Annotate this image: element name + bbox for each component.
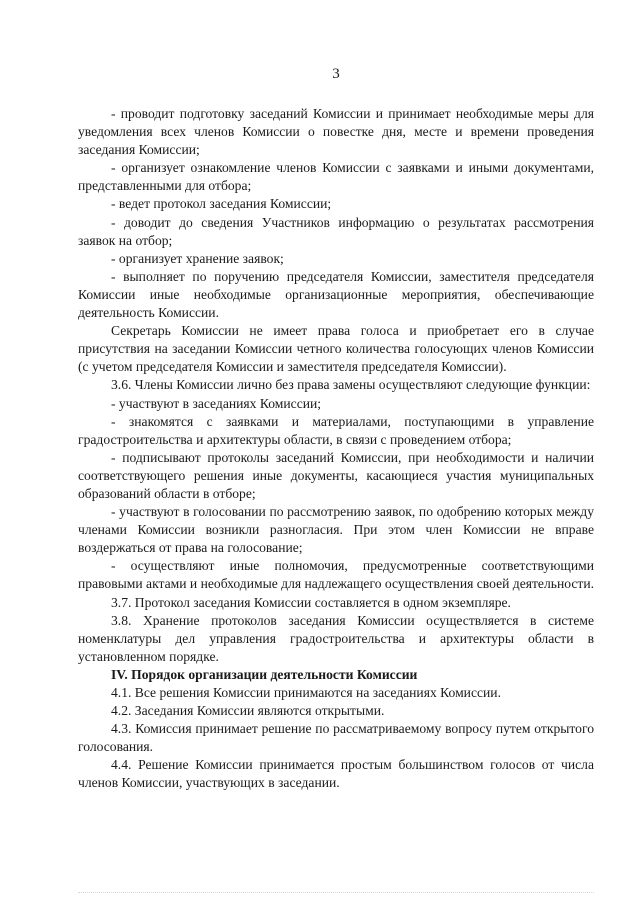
section-paragraph: 4.3. Комиссия принимает решение по рассматриваемому вопросу путем открытого голосования. [78,721,594,755]
section-paragraph: 4.1. Все решения Комиссии принимаются на заседаниях Комиссии. [111,685,501,700]
section-paragraph: 4.4. Решение Комиссии принимается простым большинством голосов от числа членов Комиссии, участвующих в заседании. [78,757,594,791]
paragraph: - организует ознакомление членов Комиссии с заявками и иными документами, представленными для отбора; [78,160,594,194]
section-heading: IV. Порядок организации деятельности Комиссии [111,666,418,682]
paragraph: - знакомятся с заявками и материалами, поступающими в управление градостроительства и архитектуры области, в связи с проведением отбора; [78,413,594,447]
page-number: 3 [332,66,340,82]
paragraph: - доводит до сведения Участников информацию о результатах рассмотрения заявок на отбор; [78,214,594,248]
paragraph: 3.8. Хранение протоколов заседания Комиссии осуществляется в системе номенклатуры дел управления градостроительства и архитектуры области в установленном порядке. [78,612,594,664]
scan-footer-artifact [78,892,594,897]
paragraph: 3.7. Протокол заседания Комиссии составляется в одном экземпляре. [111,594,511,610]
paragraph: - проводит подготовку заседаний Комиссии и принимает необходимые меры для уведомления всех членов Комиссии о повестке дня, месте и времени проведения заседания Комиссии; [78,106,594,158]
document-body [78,105,594,793]
paragraph: - выполняет по поручению председателя Комиссии, заместителя председателя Комиссии иные необходимые организационные мероприятия, обеспечивающие деятельность Комиссии. [78,268,594,321]
paragraph: - участвуют в голосовании по рассмотрению заявок, по одобрению которых между членами Комиссии возникли разногласия. При этом член Комиссии не вправе воздержаться от права на голосование; [78,504,594,556]
paragraph: - осуществляют иные полномочия, предусмотренные соответствующими правовыми актами и необходимые для надлежащего осуществления своей деятельности. [78,558,595,592]
section-paragraph: 4.2. Заседания Комиссии являются открытыми. [111,703,385,719]
paragraph: 3.6. Члены Комиссии лично без права замены осуществляют следующие функции: [111,377,591,393]
paragraph: - подписывают протоколы заседаний Комиссии, при необходимости и наличии соответствующего решения иные документы, касающиеся участия муниципальных образований области в отборе; [78,449,594,501]
paragraph: - ведет протокол заседания Комиссии; [111,196,332,212]
paragraph: - организует хранение заявок; [111,250,284,266]
paragraph: - участвуют в заседаниях Комиссии; [111,395,322,411]
paragraph: Секретарь Комиссии не имеет права голоса и приобретает его в случае присутствия на заседании Комиссии четного количества голосующих членов Комиссии (с учетом председателя Комиссии и заместителя председателя Комиссии). [78,323,594,375]
